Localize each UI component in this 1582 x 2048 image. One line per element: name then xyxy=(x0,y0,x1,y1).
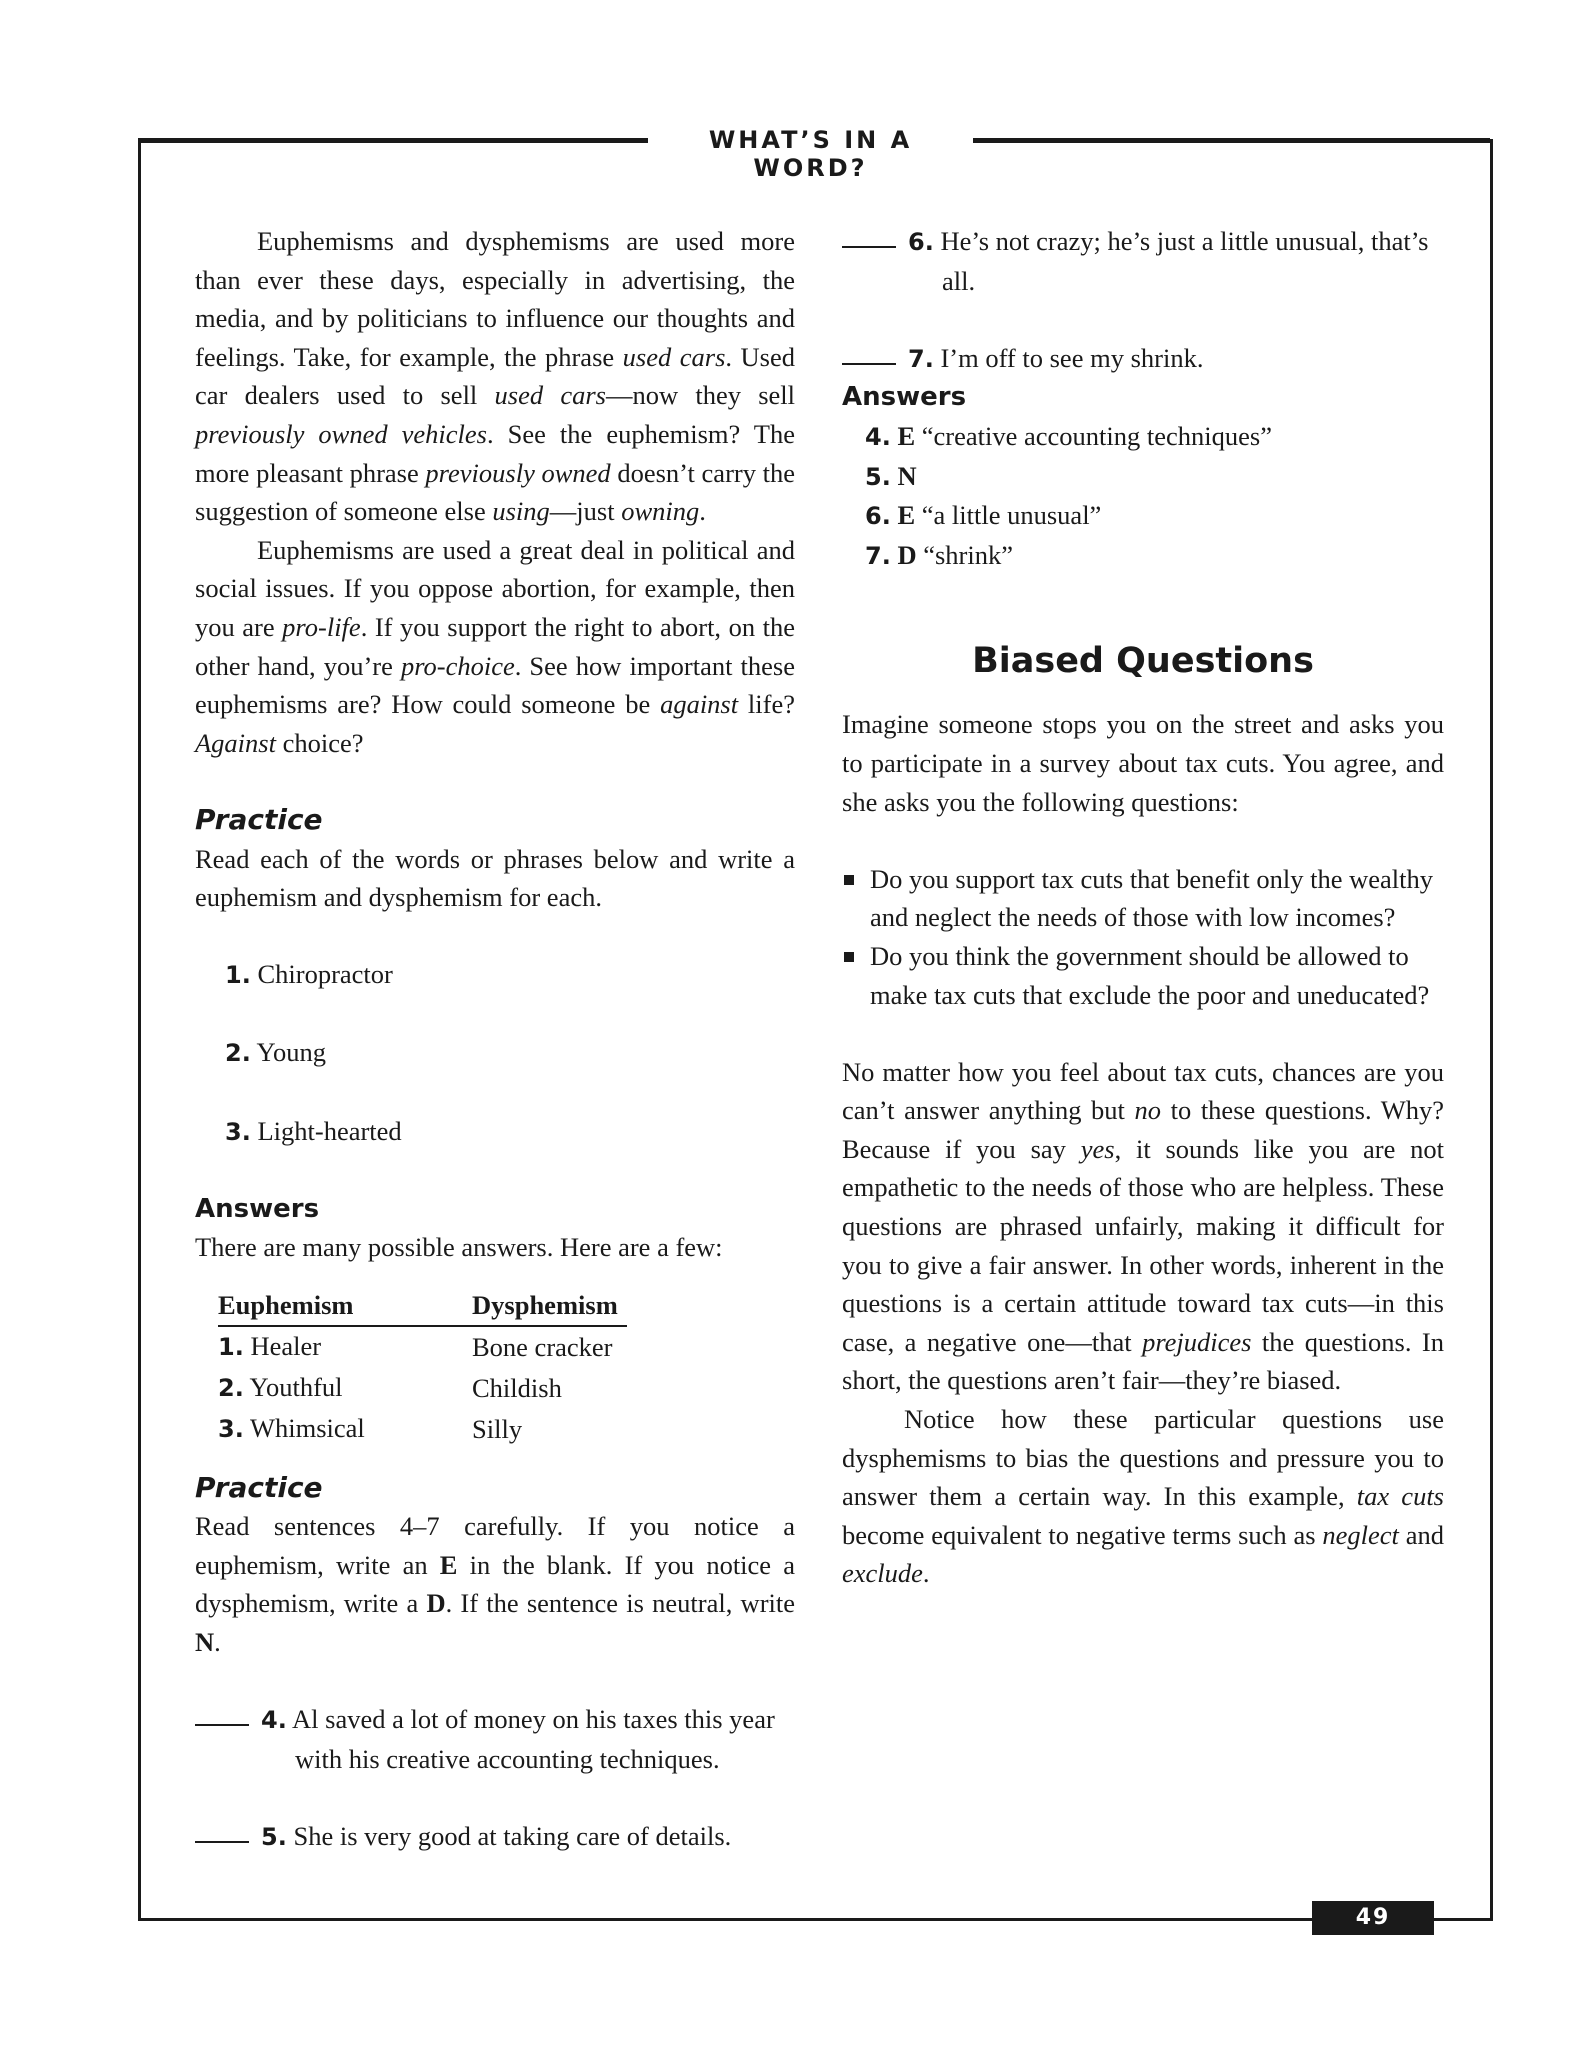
intro-paragraph: Euphemisms and dysphemisms are used more than ever these days, especially in advertising, the media, and by politicians to influence our thoughts and feelings. Take, for example, the phrase used cars. Used car dealers used to sell used cars—now they sell previously owned vehicles. See the euphemism? The more pleasant phrase previously owned doesn’t carry the suggestion of someone else using—just owning. xyxy=(195,226,796,527)
list-item: Do you support tax cuts that benefit only the wealthy and neglect the needs of those with low incomes? xyxy=(842,860,1444,937)
header-rule-right xyxy=(973,138,1490,143)
answers-1-intro: There are many possible answers. Here are a few: xyxy=(195,1232,723,1263)
answer-line: 7. D “shrink” xyxy=(865,539,1013,570)
practice-heading-2: Practice xyxy=(195,1470,323,1504)
practice-1-instructions: Read each of the words or phrases below and write a euphemism and dysphemism for each. xyxy=(195,843,795,913)
header-rule-left xyxy=(138,138,648,143)
answer-line: 6. E “a little unusual” xyxy=(865,500,1102,531)
practice-item-2: 2. Young xyxy=(225,1037,326,1068)
answer-blank[interactable] xyxy=(842,228,896,248)
practice-item-1: 1. Chiropractor xyxy=(225,959,393,990)
biased-intro: Imagine someone stops you on the street and asks you to participate in a survey about tax cuts. You agree, and she asks you the following questions: xyxy=(842,709,1444,817)
running-head: WHAT’S IN A WORD? xyxy=(708,126,913,182)
exercise-item-5: 5. She is very good at taking care of details. xyxy=(195,1817,795,1857)
answer-line: 4. E “creative accounting techniques” xyxy=(865,420,1272,451)
right-column xyxy=(842,222,1444,1593)
table-header-dysphemism: Dysphemism xyxy=(472,1286,627,1326)
practice-item-3: 3. Light-hearted xyxy=(225,1115,402,1146)
exercise-item-7: 7. I’m off to see my shrink. xyxy=(842,339,1444,379)
answer-blank[interactable] xyxy=(842,345,896,365)
question-list xyxy=(842,860,1444,1014)
biased-paragraph-2: Notice how these particular questions use dysphemisms to bias the questions and pressure you to answer them a certain way. In this example, tax cuts become equivalent to negative terms such as neglect and exclude. xyxy=(842,1404,1445,1589)
table-header-euphemism: Euphemism xyxy=(218,1286,472,1326)
political-paragraph: Euphemisms are used a great deal in political and social issues. If you oppose abortion, for example, then you are pro-life. If you support the right to abort, on the other hand, you’re pro-choice. See how important these euphemisms are? How could someone be against life? Against choice? xyxy=(195,534,796,758)
biased-paragraph-1: No matter how you feel about tax cuts, chances are you can’t answer anything but no to these questions. Why? Because if you say yes, it sounds like you are not empathetic to the needs of those who are helpless. These questions are phrased unfairly, making it difficult for you to give a fair answer. In other words, inherent in the questions is a certain attitude toward tax cuts—in this case, a negative one—that prejudices the questions. In short, the questions aren’t fair—they’re biased. xyxy=(842,1056,1445,1396)
answer-blank[interactable] xyxy=(195,1823,249,1843)
table-row: 2. Youthful Childish xyxy=(218,1372,562,1403)
euphemism-table xyxy=(218,1286,627,1450)
exercise-item-4: 4. Al saved a lot of money on his taxes this year with his creative accounting techniques. xyxy=(195,1700,795,1778)
page-number: 49 xyxy=(1312,1901,1434,1935)
section-title: Biased Questions xyxy=(972,641,1314,682)
left-column xyxy=(195,222,795,1857)
practice-2-instructions: Read sentences 4–7 carefully. If you notice a euphemism, write an E in the blank. If you notice a dysphemism, write a D. If the sentence is neutral, write N. xyxy=(195,1511,796,1657)
bullet-square-icon xyxy=(844,875,854,885)
answers-heading-1: Answers xyxy=(195,1193,320,1224)
list-item: Do you think the government should be allowed to make tax cuts that exclude the poor and uneducated? xyxy=(842,937,1444,1014)
practice-heading-1: Practice xyxy=(195,802,323,836)
exercise-item-6: 6. He’s not crazy; he’s just a little unusual, that’s all. xyxy=(842,222,1444,300)
answer-line: 5. N xyxy=(865,460,917,491)
bullet-square-icon xyxy=(844,952,854,962)
table-row: 1. Healer Bone cracker xyxy=(218,1331,613,1362)
answers-heading-2: Answers xyxy=(842,382,967,413)
answer-blank[interactable] xyxy=(195,1706,249,1726)
table-row: 3. Whimsical Silly xyxy=(218,1413,523,1444)
